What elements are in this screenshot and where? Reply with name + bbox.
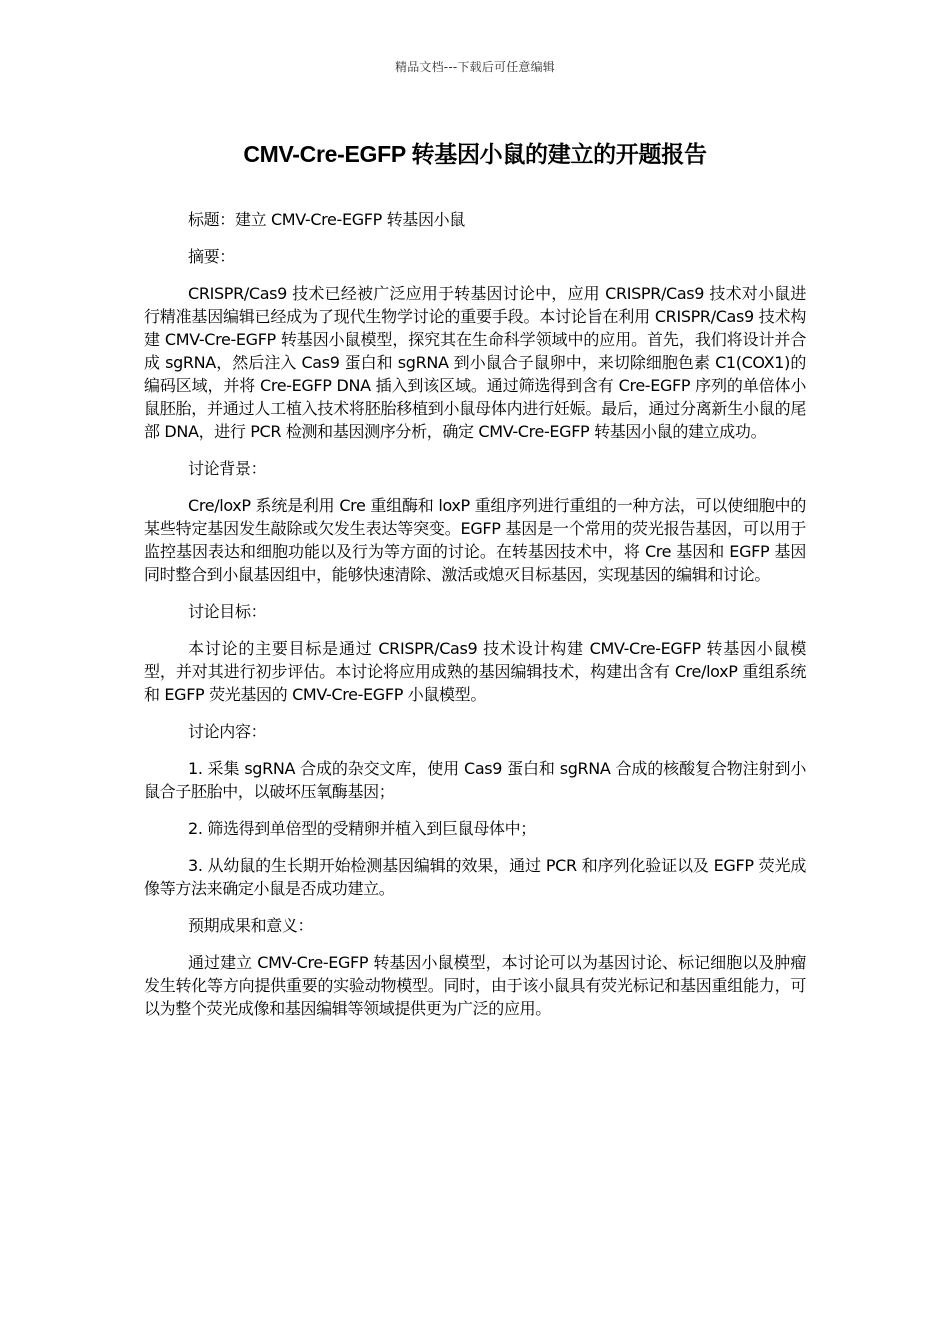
objectives-paragraph: 本讨论的主要目标是通过 CRISPR/Cas9 技术设计构建 CMV-Cre-EGFP 转基因小鼠模型，并对其进行初步评估。本讨论将应用成熟的基因编辑技术，构建出含有 Cre/loxP 重组系统和 EGFP 荧光基因的 CMV-Cre-EGFP 小鼠模型。 [144,639,806,704]
title-line: 标题：建立 CMV-Cre-EGFP 转基因小鼠 [188,210,465,229]
background-paragraph: Cre/loxP 系统是利用 Cre 重组酶和 loxP 重组序列进行重组的一种方法，可以使细胞中的某些特定基因发生敲除或欠发生表达等突变。EGFP 基因是一个常用的荧光报告基因，可以用于监控基因表达和细胞功能以及行为等方面的讨论。在转基因技术中，将 Cre 基因和 EGFP 基因同时整合到小鼠基因组中，能够快速清除、激活或熄灭目标基因，实现基因的编辑和讨论。 [144,496,806,584]
page-header-note: 精品文档---下载后可任意编辑 [395,60,555,74]
content-item-2: 2. 筛选得到单倍型的受精卵并植入到巨鼠母体中； [188,819,536,838]
outcomes-paragraph: 通过建立 CMV-Cre-EGFP 转基因小鼠模型，本讨论可以为基因讨论、标记细胞以及肿瘤发生转化等方向提供重要的实验动物模型。同时，由于该小鼠具有荧光标记和基因重组能力，可以为整个荧光成像和基因编辑等领域提供更为广泛的应用。 [144,953,806,1018]
content-item-1: 1. 采集 sgRNA 合成的杂交文库，使用 Cas9 蛋白和 sgRNA 合成的核酸复合物注射到小鼠合子胚胎中，以破坏压氧酶基因； [144,759,806,801]
background-heading: 讨论背景： [188,459,267,478]
objectives-heading: 讨论目标： [188,602,267,621]
outcomes-heading: 预期成果和意义： [188,916,314,935]
content-heading: 讨论内容： [188,722,267,741]
content-item-3: 3. 从幼鼠的生长期开始检测基因编辑的效果，通过 PCR 和序列化验证以及 EGFP 荧光成像等方法来确定小鼠是否成功建立。 [144,856,806,898]
abstract-heading: 摘要： [188,247,235,266]
abstract-paragraph: CRISPR/Cas9 技术已经被广泛应用于转基因讨论中，应用 CRISPR/Cas9 技术对小鼠进行精准基因编辑已经成为了现代生物学讨论的重要手段。本讨论旨在利用 CRISPR/Cas9 技术构建 CMV-Cre-EGFP 转基因小鼠模型，探究其在生命科学领域中的应用。首先，我们将设计并合成 sgRNA，然后注入 Cas9 蛋白和 sgRNA 到小鼠合子鼠卵中，来切除细胞色素 C1(COX1)的编码区域，并将 Cre-EGFP DNA 插入到该区域。通过筛选得到含有 Cre-EGFP 序列的单倍体小鼠胚胎，并通过人工植入技术将胚胎移植到小鼠母体内进行妊娠。最后，通过分离新生小鼠的尾部 DNA，进行 PCR 检测和基因测序分析，确定 CMV-Cre-EGFP 转基因小鼠的建立成功。 [144,284,806,441]
document-title: CMV-Cre-EGFP 转基因小鼠的建立的开题报告 [243,141,707,167]
document-body [144,208,806,1034]
